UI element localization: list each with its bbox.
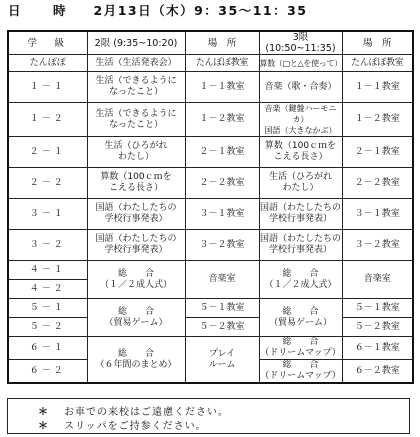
period3-cell: 総 合 （ドリームマップ） — [260, 360, 341, 381]
period3-cell: 生活（ひろがれ わたし） — [259, 168, 342, 199]
place2-cell: プレイ ルーム — [185, 337, 259, 384]
place3-cell: １－２教室 — [342, 103, 413, 137]
period2-cell: 生活（ひろがれ わたし） — [87, 137, 185, 168]
asterisk-icon: ＊ — [38, 421, 49, 432]
place3-cell: ３－１教室 — [342, 199, 413, 230]
table-row — [8, 337, 413, 360]
period2-cell: 算数（100ｃｍを こえる長さ） — [87, 168, 185, 199]
period2-cell: 生活（できるように なったこと） — [87, 72, 185, 103]
place3-cell: 音楽室 — [342, 261, 413, 299]
period2-cell: 国語（わたしたちの 学校行事発表） — [87, 199, 185, 230]
period2-cell: 生活（生活発表会） — [87, 55, 185, 72]
notes-box — [7, 398, 410, 434]
class-cell: たんぽぽ — [8, 55, 87, 72]
place2-cell: 音楽室 — [185, 261, 259, 299]
class-cell: ２－１ — [8, 137, 87, 168]
class-cell: ３－１ — [8, 199, 87, 230]
note-text: スリッパをご持参ください。 — [64, 421, 207, 432]
period2-cell: 総 合 （１／２成人式） — [87, 261, 185, 299]
schedule-table — [7, 30, 414, 384]
place2-cell: １－１教室 — [185, 72, 259, 103]
period3-cell: 音楽（鍵盤ハーモニカ） 国語（大きなかぶ） — [259, 103, 342, 137]
col-header-period3: 3限 (10:50~11:35) — [259, 31, 342, 55]
table-row — [8, 199, 413, 230]
table-row — [8, 55, 413, 72]
col-header-place3: 場 所 — [342, 31, 413, 55]
place2-cell: ５－２教室 — [185, 318, 259, 337]
table-row — [8, 168, 413, 199]
class-cell: １－２ — [8, 103, 87, 137]
class-cell: ５－１ — [8, 299, 87, 318]
date-header — [8, 1, 308, 17]
place2-cell: ３－２教室 — [185, 230, 259, 261]
note-text: お車での来校はご遠慮ください。 — [64, 407, 229, 418]
table-row — [8, 72, 413, 103]
period3-cell: 総 合 （１／２成人式） — [259, 261, 342, 299]
class-cell: １－１ — [8, 72, 87, 103]
date-label: 日 時 — [8, 3, 76, 18]
col-header-place2: 場 所 — [185, 31, 259, 55]
place2-cell: ２－２教室 — [185, 168, 259, 199]
place3-cell: ２－２教室 — [342, 168, 413, 199]
period3-cell: 総 合 （ドリームマップ） — [260, 337, 341, 358]
table-row — [8, 318, 413, 337]
place3-cell: ５－１教室 — [342, 299, 413, 318]
class-cell: ２－２ — [8, 168, 87, 199]
col-header-grade: 学 級 — [8, 31, 87, 55]
place2-cell: ３－１教室 — [185, 199, 259, 230]
table-row — [8, 103, 413, 137]
place2-cell: ５－１教室 — [185, 299, 259, 318]
period3-cell: 算数（□と△を使って） — [259, 55, 342, 72]
table-body — [8, 55, 413, 384]
place3-cell: ６－２教室 — [342, 360, 413, 384]
table-header-row — [8, 31, 413, 55]
place2-cell: １－２教室 — [185, 103, 259, 137]
period2-cell: 総 合 （６年間のまとめ） — [87, 337, 185, 384]
class-cell: ６－２ — [8, 360, 87, 384]
period3-cell: 音楽（歌・合奏） — [259, 72, 342, 103]
place3-cell: ６－１教室 — [342, 337, 413, 360]
place2-cell: ２－１教室 — [185, 137, 259, 168]
asterisk-icon: ＊ — [38, 407, 49, 418]
class-cell: ３－２ — [8, 230, 87, 261]
place3-cell: １－１教室 — [342, 72, 413, 103]
period3-cell: 算数（100ｃｍを こえる長さ） — [259, 137, 342, 168]
period2-cell: 国語（わたしたちの 学校行事発表） — [87, 230, 185, 261]
col-header-period2: 2限 (9:35~10:20) — [87, 31, 185, 55]
place3-cell: ２－１教室 — [342, 137, 413, 168]
period3-cell: 国語（わたしたちの 学校行事発表） — [259, 199, 342, 230]
place3-cell: ５－２教室 — [342, 318, 413, 337]
period3-cell: 総 合 （貿易ゲーム） — [259, 299, 342, 337]
period2-cell: 総 合 （貿易ゲーム） — [87, 299, 185, 337]
period2-cell: 生活（できるように なったこと） — [87, 103, 185, 137]
table-row — [8, 261, 413, 280]
class-cell: ４－１ — [8, 261, 87, 280]
class-cell: ４－２ — [8, 280, 87, 299]
table-row — [8, 230, 413, 261]
note-item — [38, 403, 229, 418]
table-row — [8, 299, 413, 318]
date-value: 2月13日（木）9：35～11：35 — [93, 3, 308, 18]
period3-cell: 国語（わたしたちの 学校行事発表） — [259, 230, 342, 261]
table-row — [8, 137, 413, 168]
class-cell: ５－２ — [8, 318, 87, 337]
place3-cell: たんぽぽ教室 — [342, 55, 413, 72]
place3-cell: ３－２教室 — [342, 230, 413, 261]
class-cell: ６－１ — [8, 337, 87, 360]
place2-cell: たんぽぽ教室 — [185, 55, 259, 72]
note-item — [38, 417, 207, 432]
